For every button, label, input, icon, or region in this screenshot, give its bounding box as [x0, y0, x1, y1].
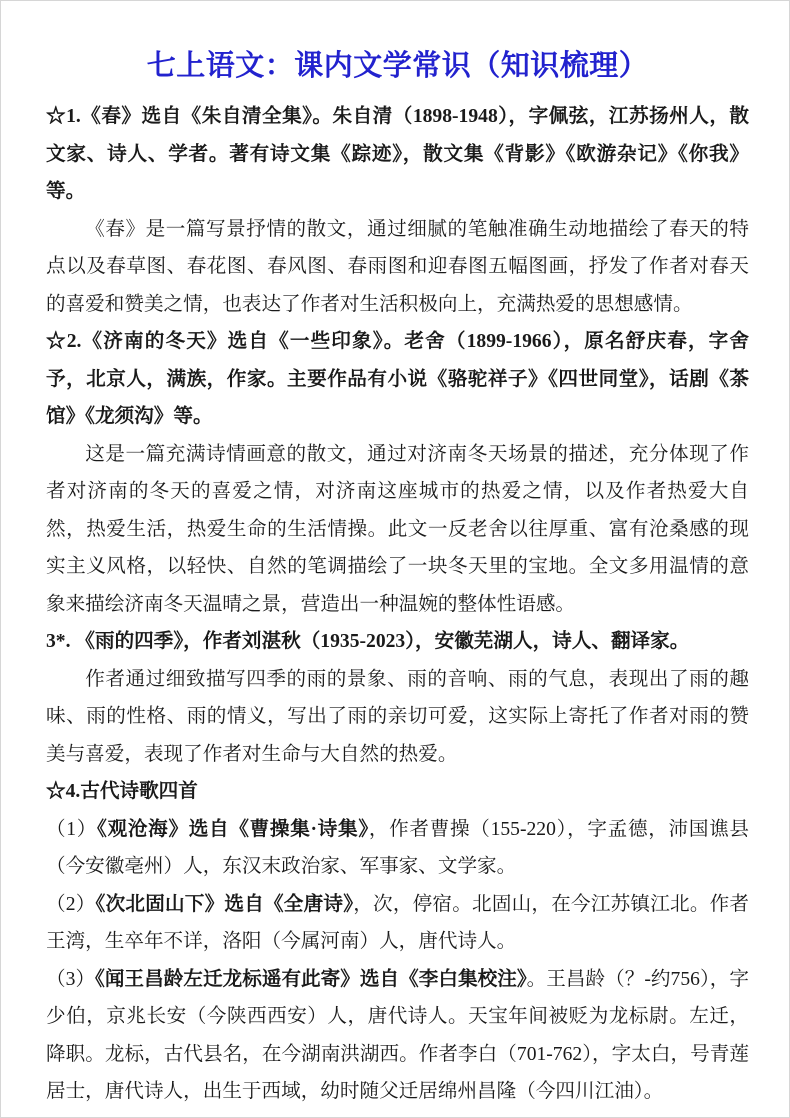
page-title: 七上语文：课内文学常识（知识梳理） — [146, 50, 649, 82]
literature-note-1-spring: ☆1.《春》选自《朱自清全集》。朱自清（1898-1948），字佩弦，江苏扬州人，散文家、诗人、学者。著有诗文集《踪迹》，散文集《背影》《欧游杂记》《你我》等。 — [46, 106, 749, 202]
poem-2-number: （2） — [46, 893, 96, 915]
poem-3-source: 《闻王昌龄左迁龙标遥有此寄》选自《李白集校注》 — [95, 968, 527, 990]
poem-3-wenwangchangling — [46, 961, 749, 1111]
poem-1-detail: ，作者曹操（155-220），字孟德，沛国谯县（今安徽亳州）人，东汉末政治家、军事家、文学家。 — [46, 818, 750, 877]
literature-note-2-jinan-winter: ☆2.《济南的冬天》选自《一些印象》。老舍（1899-1966），原名舒庆春，字舍予，北京人，满族，作家。主要作品有小说《骆驼祥子》《四世同堂》，话剧《茶馆》《龙须沟》等。 — [46, 331, 749, 427]
literature-note-4-ancient-poems-heading: ☆4.古代诗歌四首 — [46, 781, 198, 802]
literature-note-3-rain-four-seasons: 3*. 《雨的四季》，作者刘湛秋（1935-2023），安徽芜湖人，诗人、翻译家。 — [46, 631, 690, 652]
spring-summary: 《春》是一篇写景抒情的散文，通过细腻的笔触准确生动地描绘了春天的特点以及春草图、春花图、春风图、春雨图和迎春图五幅图画，抒发了作者对春天的喜爱和赞美之情，也表达了作者对生活积极向上，充满热爱的思想感情。 — [46, 218, 749, 315]
poem-3-number: （3） — [46, 968, 96, 990]
poem-1-guancanghai — [46, 811, 749, 886]
poem-2-source: 《次北固山下》选自《全唐诗》 — [95, 893, 354, 915]
poem-1-source: 《观沧海》选自《曹操集·诗集》 — [97, 818, 369, 840]
jinan-winter-summary: 这是一篇充满诗情画意的散文，通过对济南冬天场景的描述，充分体现了作者对济南的冬天的喜爱之情，对济南这座城市的热爱之情，以及作者热爱大自然，热爱生活，热爱生命的生活情操。此文一反老舍以往厚重、富有沧桑感的现实主义风格，以轻快、自然的笔调描绘了一块冬天里的宝地。全文多用温情的意象来描绘济南冬天温晴之景，营造出一种温婉的整体性语感。 — [46, 443, 749, 615]
poem-2-cibeigushanxia — [46, 886, 749, 961]
poem-1-number: （1） — [46, 818, 98, 840]
poem-3-detail: 。王昌龄（？-约756），字少伯，京兆长安（今陕西西安）人，唐代诗人。天宝年间被贬为龙标尉。左迁，降职。龙标，古代县名，在今湖南洪湖西。作者李白（701-762），字太白，号青莲居士，唐代诗人，出生于西域，幼时随父迁居绵州昌隆（今四川江油）。 — [46, 968, 749, 1102]
rain-summary: 作者通过细致描写四季的雨的景象、雨的音响、雨的气息，表现出了雨的趣味、雨的性格、雨的情义，写出了雨的亲切可爱，这实际上寄托了作者对雨的赞美与喜爱，表现了作者对生命与大自然的热爱。 — [46, 668, 749, 765]
poem-2-detail: ，次，停宿。北固山，在今江苏镇江北。作者王湾，生卒年不详，洛阳（今属河南）人，唐代诗人。 — [46, 893, 750, 952]
